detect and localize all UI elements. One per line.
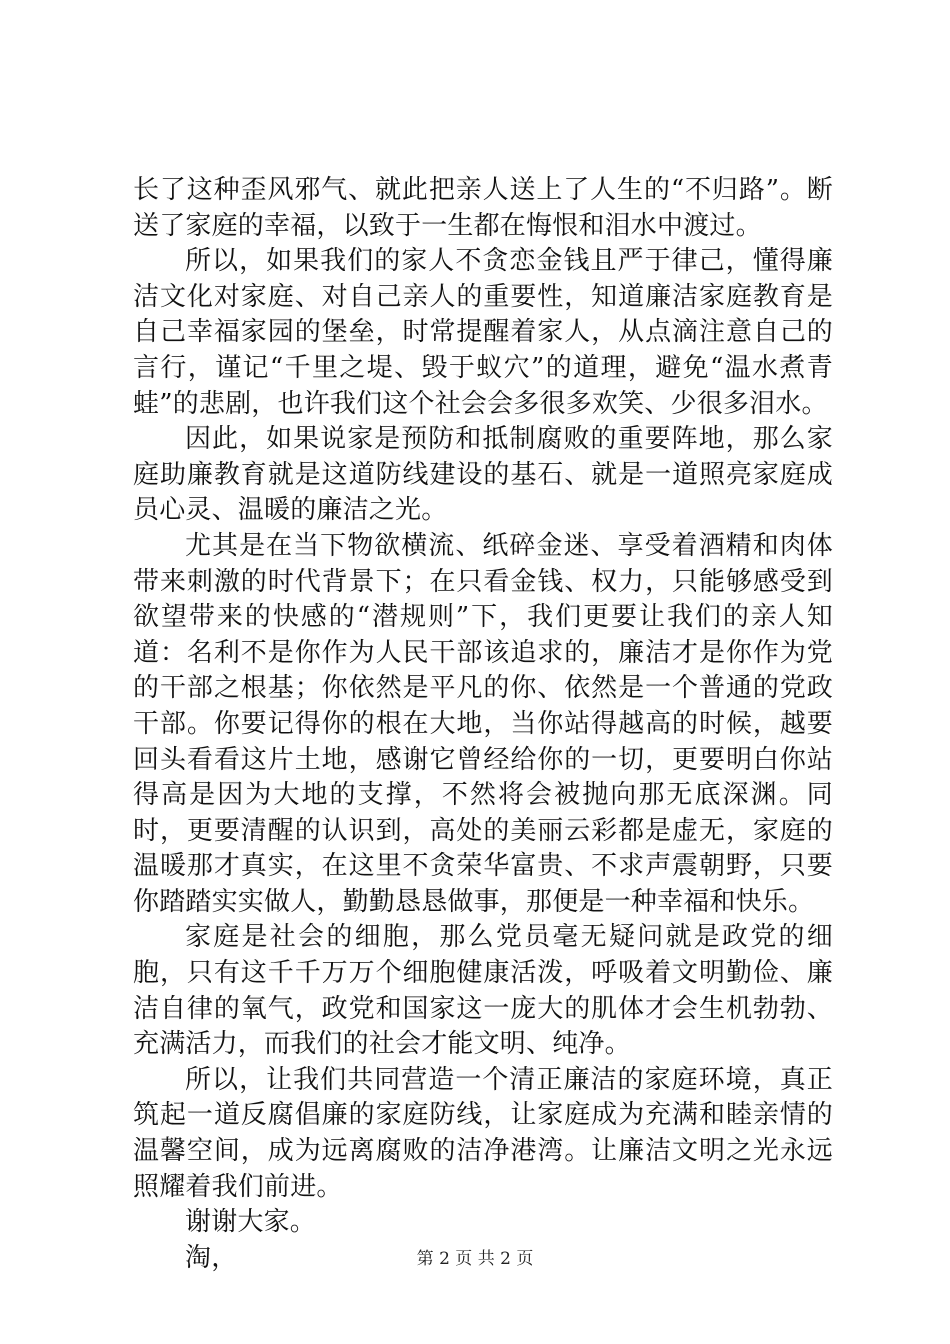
paragraph-3: 因此，如果说家是预防和抵制腐败的重要阵地，那么家庭助廉教育就是这道防线建设的基石、就是一道照亮家庭成员心灵、温暖的廉洁之光。 bbox=[133, 424, 833, 526]
closing-fragment: 淘， bbox=[185, 1242, 238, 1273]
paragraph-2: 所以，如果我们的家人不贪恋金钱且严于律己，懂得廉洁文化对家庭、对自己亲人的重要性，知道廉洁家庭教育是自己幸福家园的堡垒，时常提醒着家人，从点滴注意自己的言行，谨记“千里之堤、毁于蚁穴”的道理，避免“温水煮青蛙”的悲剧，也许我们这个社会会多很多欢笑、少很多泪水。 bbox=[133, 246, 833, 419]
paragraph-6: 所以，让我们共同营造一个清正廉洁的家庭环境，真正筑起一道反腐倡廉的家庭防线，让家庭成为充满和睦亲情的温馨空间，成为远离腐败的洁净港湾。让廉洁文明之光永远照耀着我们前进。 bbox=[133, 1064, 833, 1202]
closing-thanks: 谢谢大家。 bbox=[185, 1207, 317, 1238]
page-number-footer: 第 2 页 共 2 页 bbox=[416, 1249, 534, 1269]
document-body bbox=[133, 173, 833, 1276]
paragraph-4: 尤其是在当下物欲横流、纸碎金迷、享受着酒精和肉体带来刺激的时代背景下；在只看金钱、权力，只能够感受到欲望带来的快感的“潜规则”下，我们更要让我们的亲人知道：名利不是你作为人民干部该追求的，廉洁才是你作为党的干部之根基；你依然是平凡的你、依然是一个普通的党政干部。你要记得你的根在大地，当你站得越高的时候，越要回头看看这片土地，感谢它曾经给你的一切，更要明白你站得高是因为大地的支撑，不然将会被抛向那无底深渊。同时，更要清醒的认识到，高处的美丽云彩都是虚无，家庭的温暖那才真实，在这里不贪荣华富贵、不求声震朝野，只要你踏踏实实做人，勤勤恳恳做事，那便是一种幸福和快乐。 bbox=[133, 530, 833, 917]
paragraph-5: 家庭是社会的细胞，那么党员毫无疑问就是政党的细胞，只有这千千万万个细胞健康活泼，呼吸着文明勤俭、廉洁自律的氧气，政党和国家这一庞大的肌体才会生机勃勃、充满活力，而我们的社会才能文明、纯净。 bbox=[133, 922, 833, 1060]
paragraph-1: 长了这种歪风邪气、就此把亲人送上了人生的“不归路”。断送了家庭的幸福，以致于一生都在悔恨和泪水中渡过。 bbox=[133, 175, 833, 241]
